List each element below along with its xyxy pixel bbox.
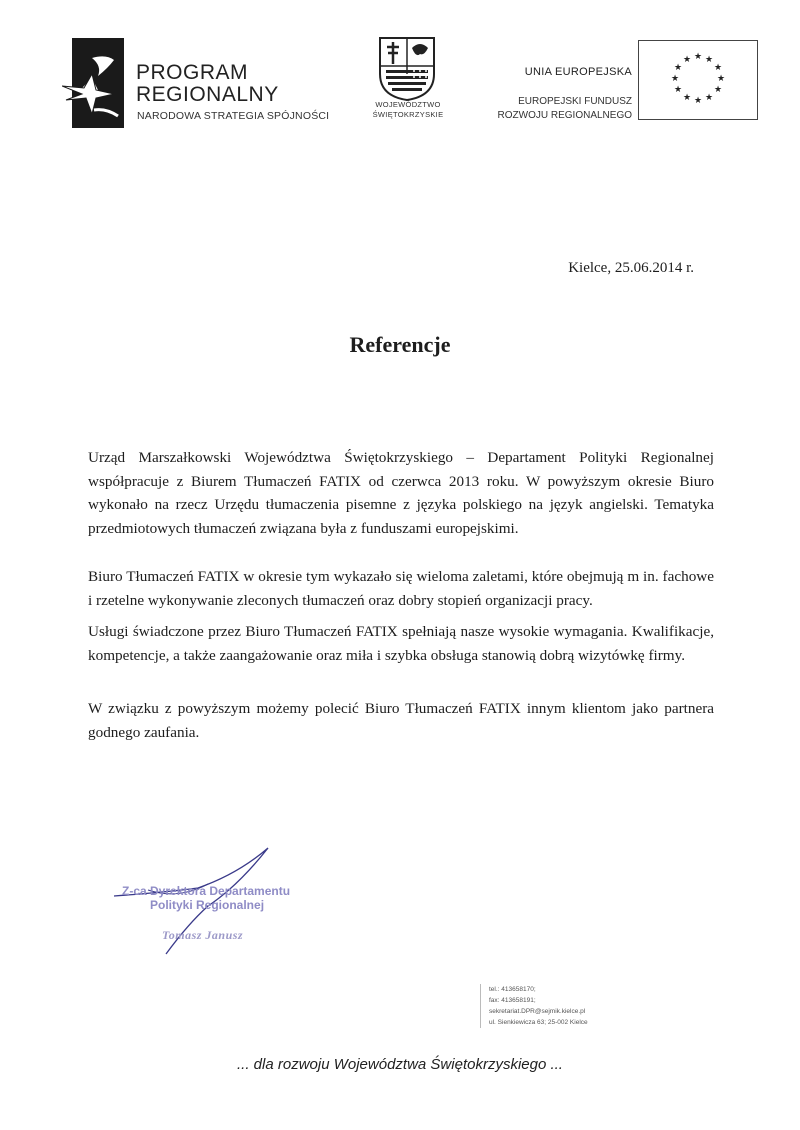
svg-text:★: ★ <box>693 96 703 106</box>
contact-fax: fax: 413658191; <box>489 997 536 1004</box>
paragraph-2: Biuro Tłumaczeń FATIX w okresie tym wykazało się wieloma zaletami, które obejmują m in. fachowe i rzetelne wykonywanie zleconych tłumaczeń oraz dobry stopień organizacji pracy. <box>88 568 714 609</box>
eu-fund-line2: ROZWOJU REGIONALNEGO <box>497 110 632 121</box>
letter-title: Referencje <box>349 332 451 357</box>
program-title <box>136 62 279 106</box>
footer-slogan: ... dla rozwoju Województwa Świętokrzyskiego ... <box>237 1056 563 1073</box>
svg-text:★: ★ <box>713 63 723 73</box>
svg-text:★: ★ <box>704 55 714 65</box>
svg-text:★: ★ <box>693 52 703 62</box>
program-title-line1: PROGRAM <box>136 61 249 84</box>
eu-title: UNIA EUROPEJSKA <box>524 66 632 78</box>
svg-text:★: ★ <box>682 55 692 65</box>
svg-text:★: ★ <box>713 85 723 95</box>
coat-of-arms-icon <box>378 36 436 102</box>
svg-text:★: ★ <box>682 93 692 103</box>
contact-address: ul. Sienkiewicza 63; 25-002 Kielce <box>489 1019 588 1026</box>
program-title-line2: REGIONALNY <box>136 83 279 106</box>
eu-fund-line1: EUROPEJSKI FUNDUSZ <box>518 96 632 107</box>
stamp-line1: Z-ca Dyrektora Departamentu <box>122 884 291 898</box>
letter-date: Kielce, 25.06.2014 r. <box>568 260 694 276</box>
stamp-line2: Polityki Regionalnej <box>150 898 265 912</box>
eu-flag <box>638 40 758 120</box>
svg-text:★: ★ <box>670 74 680 84</box>
program-subtitle: NARODOWA STRATEGIA SPÓJNOŚCI <box>137 110 330 122</box>
stamp-name: Tomasz Janusz <box>162 928 244 942</box>
svg-text:★: ★ <box>716 74 726 84</box>
svg-text:★: ★ <box>673 85 683 95</box>
svg-text:★: ★ <box>704 93 714 103</box>
contact-block <box>480 984 588 1028</box>
svg-text:★: ★ <box>673 63 683 73</box>
paragraph-3: Usługi świadczone przez Biuro Tłumaczeń FATIX spełniają nasze wysokie wymagania. Kwalifikacje, kompetencje, a także zaangażowanie oraz miła i szybka obsługa stanowią dobrą wizytówkę firmy. <box>88 623 714 664</box>
paragraph-4: W związku z powyższym możemy polecić Biuro Tłumaczeń FATIX innym klientom jako partnera godnego zaufania. <box>88 700 714 741</box>
eu-fund-name <box>498 95 632 123</box>
contact-tel: tel.: 413658170; <box>489 986 536 993</box>
program-regionalny-logo <box>62 38 124 128</box>
paragraph-1: Urząd Marszałkowski Województwa Świętokrzyskiego – Departament Polityki Regionalnej współpracuje z Biurem Tłumaczeń FATIX od czerwca 2013 roku. W powyższym okresie Biuro wykonało na rzecz Urzędu tłumaczenia pisemne z języka polskiego na język angielski. Tematyka przedmiotowych tłumaczeń związana była z funduszami europejskimi. <box>88 449 714 537</box>
eu-stars-icon <box>639 41 757 119</box>
region-caption-line2: ŚWIĘTOKRZYSKIE <box>372 110 444 119</box>
contact-email: sekretariat.DPR@sejmik.kielce.pl <box>489 1008 586 1015</box>
region-caption-line1: WOJEWÓDZTWO <box>375 100 441 109</box>
region-caption <box>360 100 456 120</box>
